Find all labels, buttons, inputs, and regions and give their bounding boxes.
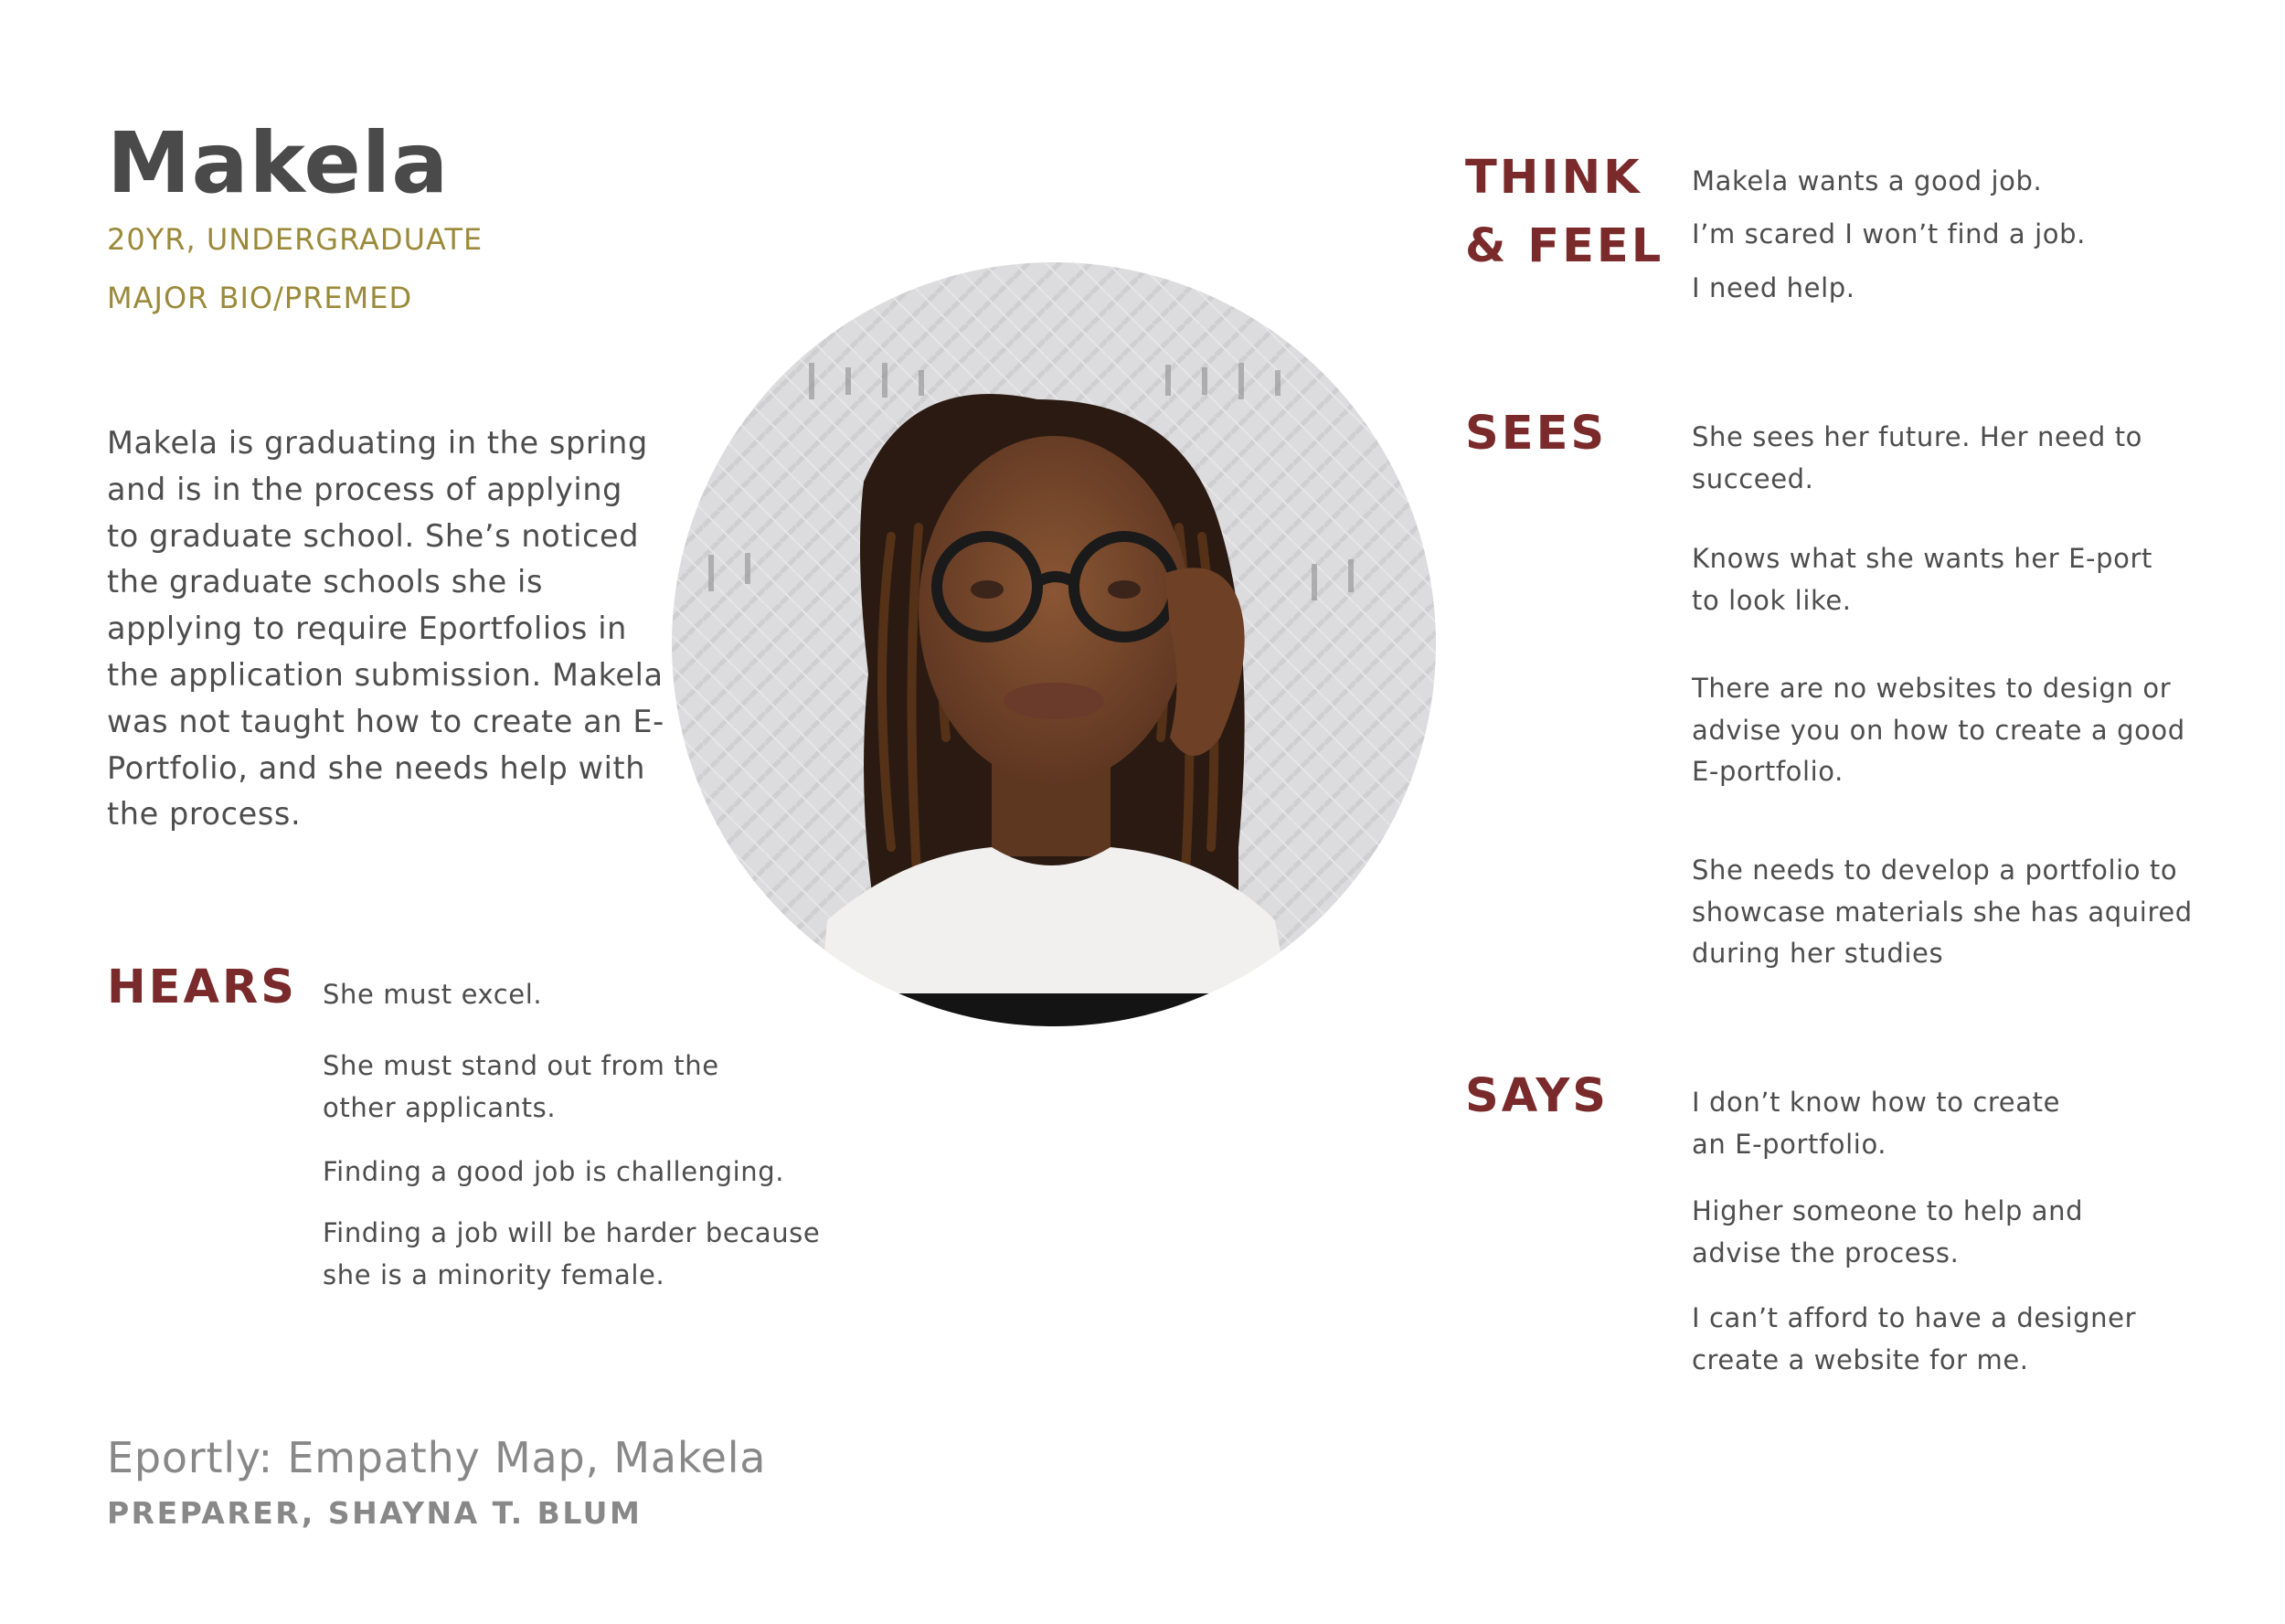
says-heading: SAYS	[1465, 1069, 1609, 1123]
sees-heading: SEES	[1465, 407, 1608, 461]
persona-bio: Makela is graduating in the spring and is in the process of applying to graduate school. She’s noticed the graduate schools she is applying to require Eportfolios in the application submission. Makela was not taught how to create an E-Portfolio, and she needs help with the process.	[107, 425, 664, 833]
persona-age-status: 20YR, UNDERGRADUATE	[107, 222, 484, 257]
says-item: I can’t afford to have a designer create a website for me.	[1692, 1302, 2137, 1375]
says-item: Higher someone to help and advise the process.	[1692, 1195, 2084, 1268]
persona-name: Makela	[107, 114, 450, 212]
persona-major: MAJOR BIO/PREMED	[107, 281, 413, 315]
think-feel-item: I need help.	[1692, 272, 1855, 303]
sees-item: Knows what she wants her E-port to look like.	[1692, 543, 2152, 616]
sees-item: She sees her future. Her need to succeed.	[1692, 421, 2143, 494]
think-feel-item: I’m scared I won’t find a job.	[1692, 218, 2086, 249]
sees-item: There are no websites to design or advise you on how to create a good E-portfolio.	[1692, 673, 2185, 787]
think-feel-item: Makela wants a good job.	[1692, 165, 2043, 196]
hears-heading: HEARS	[107, 961, 297, 1014]
hears-item: Finding a job will be harder because she is a minority female.	[323, 1217, 821, 1290]
preparer-credit: PREPARER, SHAYNA T. BLUM	[107, 1495, 643, 1531]
hears-item: She must stand out from the other applicants.	[323, 1050, 719, 1123]
document-title: Eportly: Empathy Map, Makela	[107, 1433, 767, 1482]
says-item: I don’t know how to create an E-portfolio.	[1692, 1087, 2061, 1160]
hears-item: She must excel.	[323, 979, 543, 1010]
portrait-image	[672, 262, 1436, 1026]
hears-item: Finding a good job is challenging.	[323, 1156, 785, 1187]
sees-item: She needs to develop a portfolio to showcase materials she has aquired during her studies	[1692, 854, 2193, 969]
persona-photo	[672, 262, 1436, 1026]
think-feel-heading-line1: THINK	[1465, 151, 1642, 205]
think-feel-heading-line2: & FEEL	[1465, 219, 1664, 273]
